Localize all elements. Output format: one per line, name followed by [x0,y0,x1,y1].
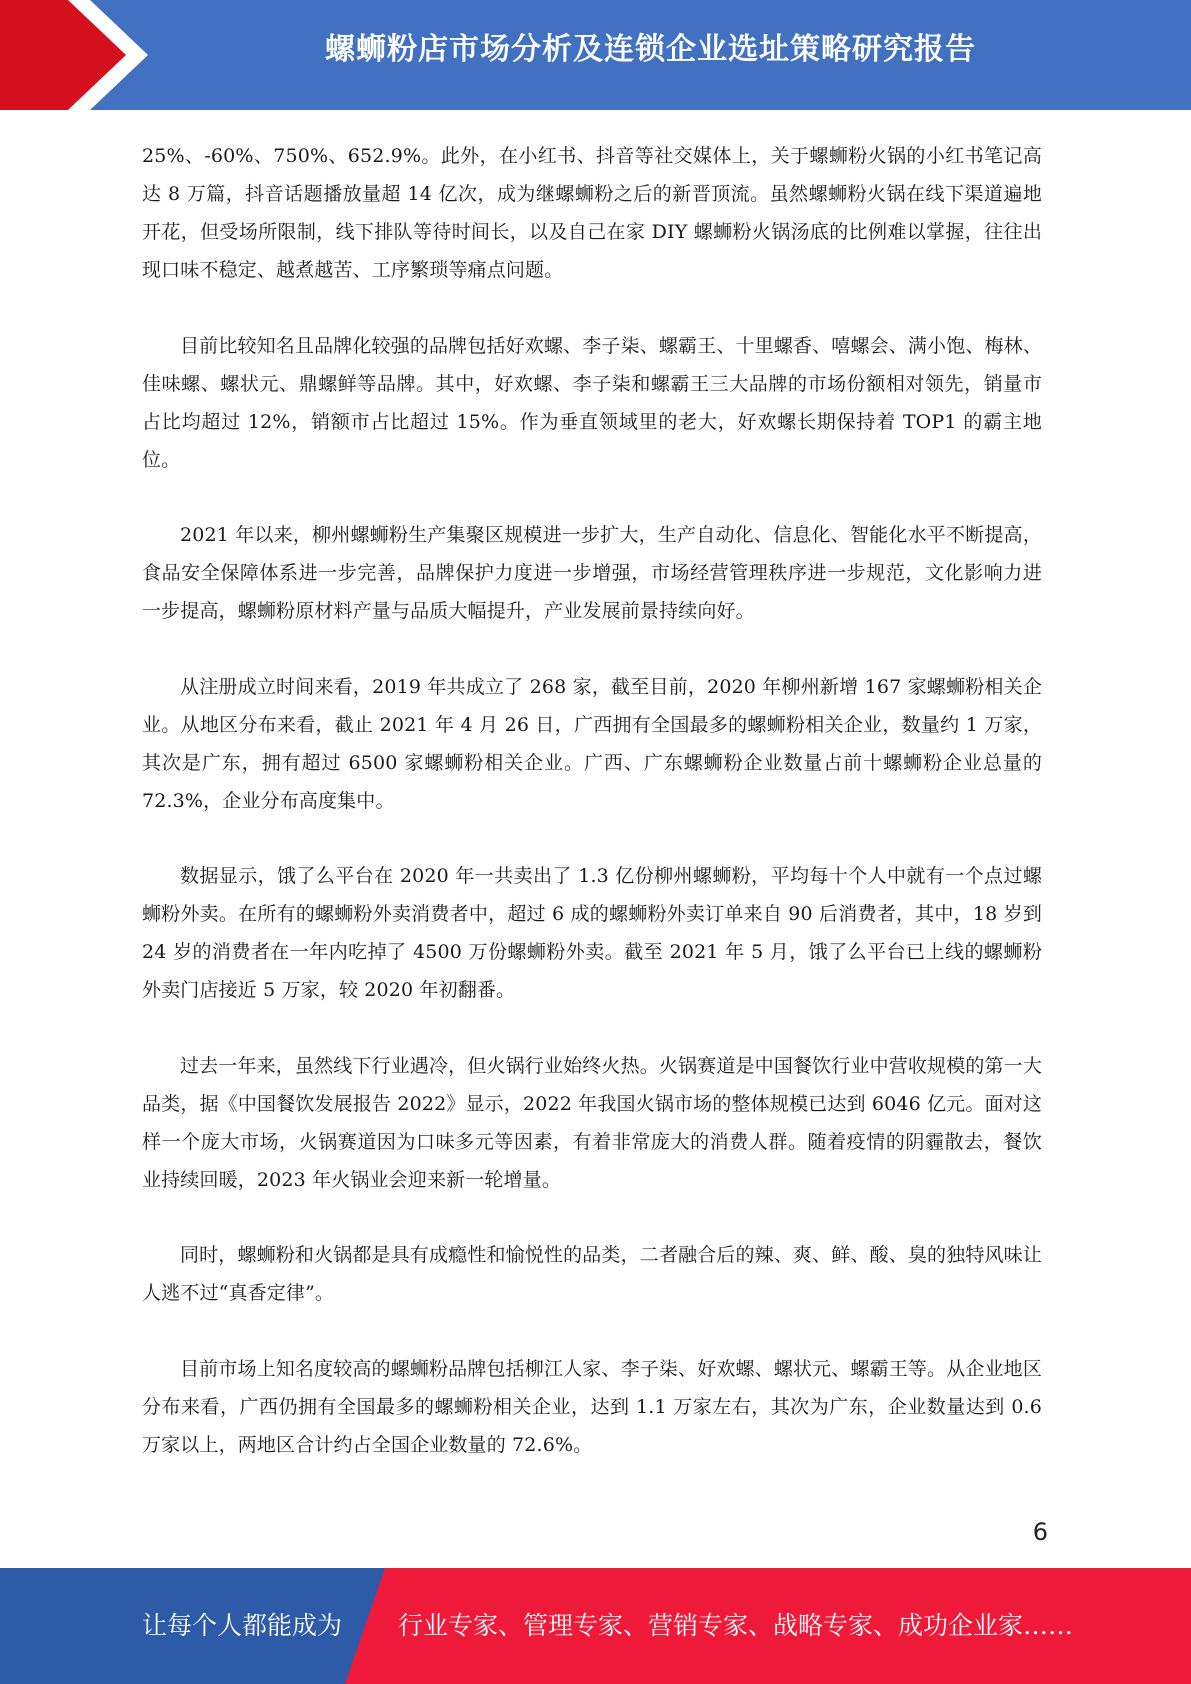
paragraph: 目前比较知名且品牌化较强的品牌包括好欢螺、李子柒、螺霸王、十里螺香、嘻螺会、满小饱、梅林、佳味螺、螺状元、鼎螺鲜等品牌。其中，好欢螺、李子柒和螺霸王三大品牌的市场份额相对领先，销量市占比均超过 12%，销额市占比超过 15%。作为垂直领域里的老大，好欢螺长期保持着 TOP1 的霸主地位。 [142,334,1042,471]
footer-slogan-left: 让每个人都能成为 [142,1611,343,1640]
page-footer [0,1568,1191,1684]
page-number: 6 [1032,1518,1048,1546]
paragraph: 同时，螺蛳粉和火锅都是具有成瘾性和愉悦性的品类，二者融合后的辣、爽、鲜、酸、臭的独特风味让人逃不过“真香定律”。 [142,1244,1042,1304]
paragraph: 25%、-60%、750%、652.9%。此外，在小红书、抖音等社交媒体上，关于螺蛳粉火锅的小红书笔记高达 8 万篇，抖音话题播放量超 14 亿次，成为继螺蛳粉之后的新晋顶流。虽然螺蛳粉火锅在线下渠道遍地开花，但受场所限制，线下排队等待时间长，以及自己在家 DIY 螺蛳粉火锅汤底的比例难以掌握，往往出现口味不稳定、越煮越苦、工序繁琐等痛点问题。 [142,145,1042,281]
paragraph: 2021 年以来，柳州螺蛳粉生产集聚区规模进一步扩大，生产自动化、信息化、智能化水平不断提高，食品安全保障体系进一步完善，品牌保护力度进一步增强，市场经营管理秩序进一步规范，文化影响力进一步提高，螺蛳粉原材料产量与品质大幅提升，产业发展前景持续向好。 [142,524,1042,622]
body-text [142,137,1042,1501]
paragraph: 目前市场上知名度较高的螺蛳粉品牌包括柳江人家、李子柒、好欢螺、螺状元、螺霸王等。从企业地区分布来看，广西仍拥有全国最多的螺蛳粉相关企业，达到 1.1 万家左右，其次为广东，企业数量达到 0.6 万家以上，两地区合计约占全国企业数量的 72.6%。 [142,1357,1042,1456]
paragraph: 过去一年来，虽然线下行业遇冷，但火锅行业始终火热。火锅赛道是中国餐饮行业中营收规模的第一大品类，据《中国餐饮发展报告 2022》显示，2022 年我国火锅市场的整体规模已达到 6046 亿元。面对这样一个庞大市场，火锅赛道因为口味多元等因素，有着非常庞大的消费人群。随着疫情的阴霾散去，餐饮业持续回暖，2023 年火锅业会迎来新一轮增量。 [142,1054,1042,1191]
header-chevron-decoration [0,0,160,110]
report-title: 螺蛳粉店市场分析及连锁企业选址策略研究报告 [325,32,976,67]
page-header [0,0,1191,110]
footer-slogan-right: 行业专家、管理专家、营销专家、战略专家、成功企业家…… [398,1611,1074,1640]
paragraph: 从注册成立时间来看，2019 年共成立了 268 家，截至目前，2020 年柳州新增 167 家螺蛳粉相关企业。从地区分布来看，截止 2021 年 4 月 26 日，广西拥有全国最多的螺蛳粉相关企业，数量约 1 万家，其次是广东，拥有超过 6500 家螺蛳粉相关企业。广西、广东螺蛳粉企业数量占前十螺蛳粉企业总量的 72.3%，企业分布高度集中。 [142,675,1042,812]
paragraph: 数据显示，饿了么平台在 2020 年一共卖出了 1.3 亿份柳州螺蛳粉，平均每十个人中就有一个点过螺蛳粉外卖。在所有的螺蛳粉外卖消费者中，超过 6 成的螺蛳粉外卖订单来自 90 后消费者，其中，18 岁到 24 岁的消费者在一年内吃掉了 4500 万份螺蛳粉外卖。截至 2021 年 5 月，饿了么平台已上线的螺蛳粉外卖门店接近 5 万家，较 2020 年初翻番。 [142,865,1042,1001]
